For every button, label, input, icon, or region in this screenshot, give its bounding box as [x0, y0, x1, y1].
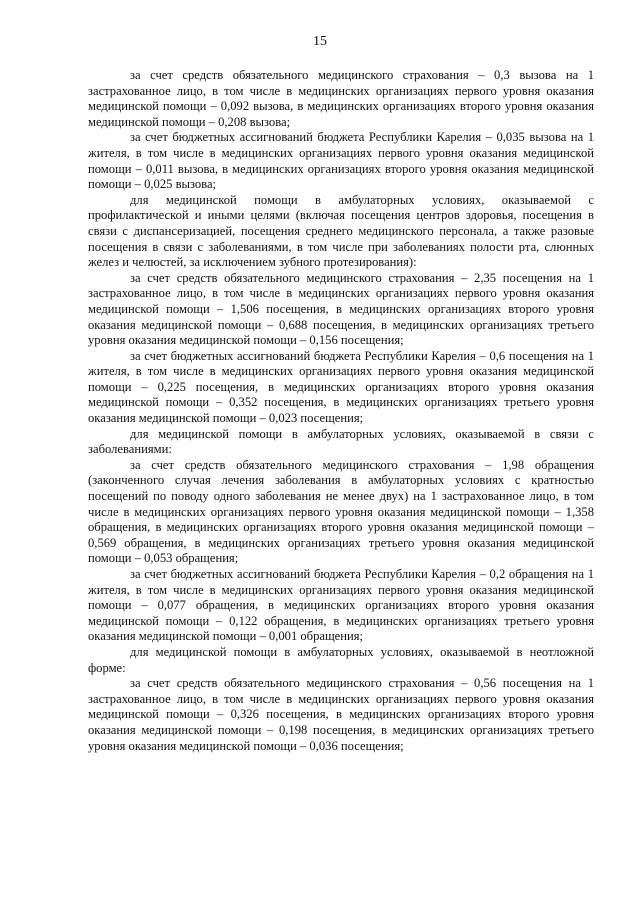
- paragraph: за счет бюджетных ассигнований бюджета Республики Карелия – 0,2 обращения на 1 жителя, в том числе в медицинских организациях первого уровня оказания медицинской помощи – 0,077 обращения, в медицинских организациях второго уровня оказания медицинской помощи – 0,122 обращения, в медицинских организациях третьего уровня оказания медицинской помощи – 0,001 обращения;: [88, 567, 594, 644]
- paragraph: за счет бюджетных ассигнований бюджета Республики Карелия – 0,6 посещения на 1 жителя, в том числе в медицинских организациях первого уровня оказания медицинской помощи – 0,225 посещения, в медицинских организациях второго уровня оказания медицинской помощи – 0,352 посещения, в медицинских организациях третьего уровня оказания медицинской помощи – 0,023 посещения;: [88, 348, 594, 426]
- page-number: 15: [313, 34, 327, 49]
- paragraph: за счет бюджетных ассигнований бюджета Республики Карелия – 0,035 вызова на 1 жителя, в том числе в медицинских организациях первого уровня оказания медицинской помощи – 0,011 вызова, в медицинских организациях второго уровня оказания медицинской помощи – 0,025 вызова;: [88, 130, 594, 192]
- paragraph: для медицинской помощи в амбулаторных условиях, оказываемой с профилактической и иными целями (включая посещения центров здоровья, посещения в связи с диспансеризацией, посещения среднего медицинского персонала, а также разовые посещения в связи с заболеваниями, в том числе при заболеваниях полости рта, слюнных желез и челюстей, за исключением зубного протезирования):: [88, 192, 594, 270]
- paragraph: за счет средств обязательного медицинского страхования – 1,98 обращения (законченного случая лечения заболевания в амбулаторных условиях с кратностью посещений по поводу одного заболевания не менее двух) на 1 застрахованное лицо, в том числе в медицинских организациях первого уровня оказания медицинской помощи – 1,358 обращения, в медицинских организациях второго уровня оказания медицинской помощи – 0,569 обращения, в медицинских организациях третьего уровня оказания медицинской помощи – 0,053 обращения;: [88, 457, 594, 566]
- paragraph: за счет средств обязательного медицинского страхования – 0,3 вызова на 1 застрахованное лицо, в том числе в медицинских организациях первого уровня оказания медицинской помощи – 0,092 вызова, в медицинских организациях второго уровня оказания медицинской помощи – 0,208 вызова;: [88, 68, 594, 129]
- paragraph: для медицинской помощи в амбулаторных условиях, оказываемой в неотложной форме:: [88, 644, 594, 675]
- paragraph: за счет средств обязательного медицинского страхования – 0,56 посещения на 1 застрахованное лицо, в том числе в медицинских организациях первого уровня оказания медицинской помощи – 0,326 посещения, в медицинских организациях второго уровня оказания медицинской помощи – 0,198 посещения, в медицинских организациях третьего уровня оказания медицинской помощи – 0,036 посещения;: [88, 676, 594, 753]
- paragraph: за счет средств обязательного медицинского страхования – 2,35 посещения на 1 застрахованное лицо, в том числе в медицинских организациях первого уровня оказания медицинской помощи – 1,506 посещения, в медицинских организациях второго уровня оказания медицинской помощи – 0,688 посещения, в медицинских организациях третьего уровня оказания медицинской помощи – 0,156 посещения;: [88, 270, 594, 348]
- document-body: [88, 68, 594, 754]
- paragraph: для медицинской помощи в амбулаторных условиях, оказываемой в связи с заболеваниями:: [88, 426, 594, 457]
